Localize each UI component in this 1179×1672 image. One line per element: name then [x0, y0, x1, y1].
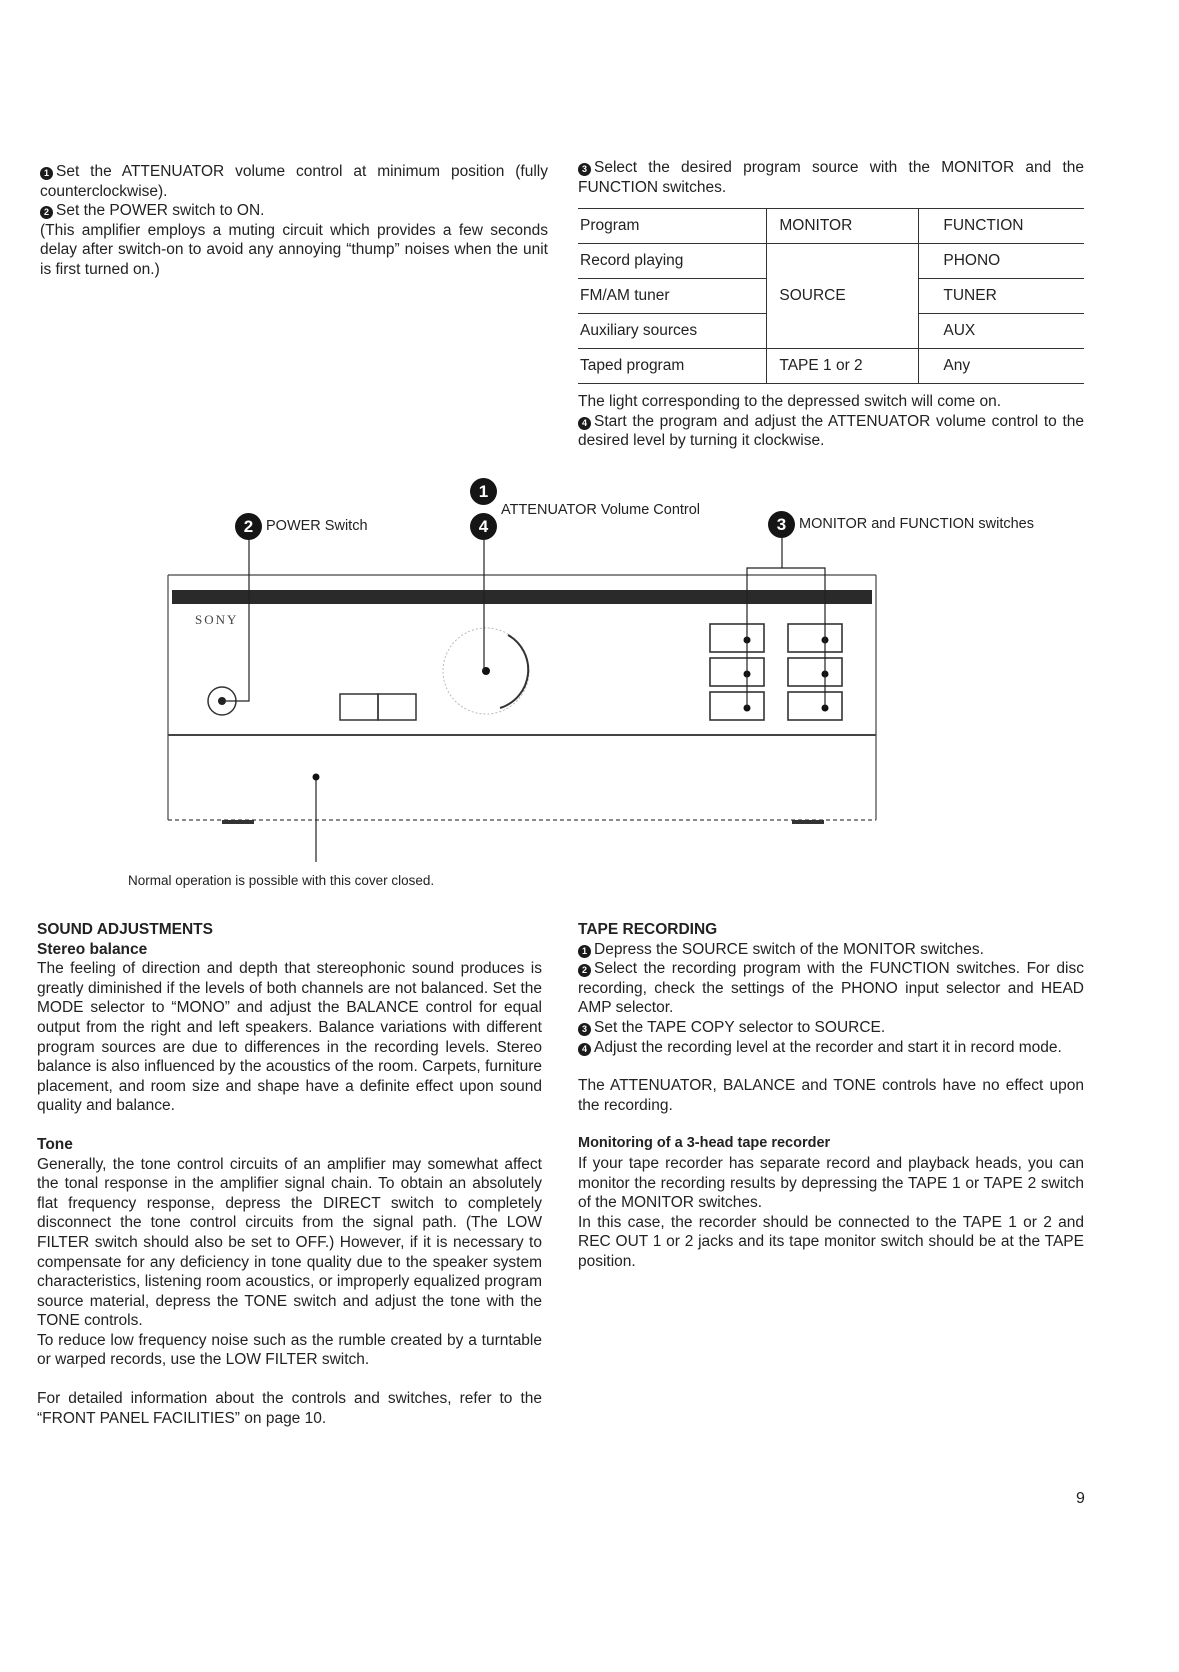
table-cell: FM/AM tuner	[578, 279, 767, 314]
page-number: 9	[1076, 1490, 1085, 1507]
refer-text: For detailed information about the controls and switches, refer to the “FRONT PANEL FACILITIES” on page 10.	[37, 1390, 542, 1427]
cover-pointer-dot	[313, 774, 320, 781]
tone-text: Generally, the tone control circuits of an amplifier may somewhat affect the tonal response in the amplifier signal chain. To obtain an absolutely flat frequency response, depress the DIRECT switch to completely disconnect the tone control circuits from the signal path. (The LOW FILTER switch should also be set to OFF.) However, if it is necessary to compensate for any deficiency in tone quality due to the speaker system characteristics, listening room acoustics, or improperly equalized program source material, depress the TONE switch and adjust the tone with the TONE controls.	[37, 1155, 542, 1330]
no-effect-note: The ATTENUATOR, BALANCE and TONE controls have no effect upon the recording.	[578, 1077, 1084, 1114]
table-cell: TUNER	[919, 279, 1084, 314]
tape-step-3: 3 Set the TAPE COPY selector to SOURCE.	[578, 1018, 1084, 1038]
table-cell: PHONO	[919, 244, 1084, 279]
step-1: 1 Set the ATTENUATOR volume control at minimum position (fully counterclockwise).	[40, 163, 548, 200]
table-cell: Taped program	[578, 349, 767, 384]
step-2: 2 Set the POWER switch to ON.	[40, 201, 548, 221]
step-4: 4 Start the program and adjust the ATTENUATOR volume control to the desired level by turning it clockwise.	[578, 412, 1084, 450]
table-header: FUNCTION	[919, 209, 1084, 244]
stereo-balance-text: The feeling of direction and depth that stereophonic sound produces is greatly diminished if the levels of both channels are not balanced. Set the MODE selector to “MONO” and adjust the BALANCE control for equal output from the right and left speakers. Balance variations with different program sources are due to differences in the recording levels. Stereo balance is also influenced by the acoustics of the room. Carpets, furniture placement, and room size and shape have a definite effect upon sound quality and balance.	[37, 960, 542, 1115]
light-note: The light corresponding to the depressed switch will come on.	[578, 393, 1002, 410]
tape-step-1: 1 Depress the SOURCE switch of the MONITOR switches.	[578, 940, 1084, 960]
table-header: MONITOR	[767, 209, 919, 244]
table-cell: TAPE 1 or 2	[767, 349, 919, 384]
mode-button-right	[378, 694, 416, 720]
table-header: Program	[578, 209, 767, 244]
merged-monitor-cell: SOURCE	[767, 244, 919, 349]
tape-heading: TAPE RECORDING	[578, 921, 718, 938]
tape-recording-section	[578, 920, 1084, 1272]
switch-dots	[744, 637, 829, 712]
cover-note: Normal operation is possible with this cover closed.	[128, 873, 435, 888]
monitor-function-label: MONITOR and FUNCTION switches	[799, 516, 1034, 532]
attenuator-label: ATTENUATOR Volume Control	[501, 502, 701, 518]
sound-adjustments-section	[37, 920, 542, 1428]
display-strip	[172, 590, 872, 604]
monitor-switches	[710, 624, 764, 720]
step-marker: 2	[578, 964, 591, 977]
callout-marker-attenuator-4: 4	[470, 513, 497, 540]
callout-leader-lines	[226, 538, 825, 862]
monitoring-heading: Monitoring of a 3-head tape recorder	[578, 1135, 831, 1152]
sony-brand-logo: SONY	[195, 612, 239, 627]
callout-marker-monitor-function: 3	[768, 511, 795, 538]
table-cell: Any	[919, 349, 1084, 384]
monitoring-text-2: In this case, the recorder should be connected to the TAPE 1 or 2 and REC OUT 1 or 2 jacks and its tape monitor switch should be at the TAPE position.	[578, 1213, 1084, 1270]
mode-button-left	[340, 694, 378, 720]
step-marker: 3	[578, 1023, 591, 1036]
tape-step-4: 4 Adjust the recording level at the recorder and start it in record mode.	[578, 1038, 1084, 1058]
table-cell: Record playing	[578, 244, 767, 279]
function-switches	[788, 624, 842, 720]
tone-heading: Tone	[37, 1135, 73, 1153]
left-foot	[222, 820, 254, 824]
table-cell: AUX	[919, 314, 1084, 349]
step-marker: 4	[578, 417, 591, 430]
right-foot	[792, 820, 824, 824]
tape-step-2: 2 Select the recording program with the FUNCTION switches. For disc recording, check the settings of the PHONO input selector and HEAD AMP selector.	[578, 960, 1084, 1017]
power-switch-label: POWER Switch	[266, 518, 368, 534]
attenuator-knob	[443, 628, 529, 714]
step-3: 3 Select the desired program source with the MONITOR and the FUNCTION switches.	[578, 159, 1084, 196]
monitoring-text-1: If your tape recorder has separate record and playback heads, you can monitor the recording results by depressing the TAPE 1 or TAPE 2 switch of the MONITOR switches.	[578, 1154, 1084, 1212]
step-marker: 3	[578, 163, 591, 176]
muting-note: (This amplifier employs a muting circuit which provides a few seconds delay after switch-on to avoid any annoying “thump” noises when the unit is first turned on.)	[40, 221, 548, 278]
callout-marker-attenuator-1: 1	[470, 478, 497, 505]
amplifier-body	[168, 575, 876, 820]
table-cell: Auxiliary sources	[578, 314, 767, 349]
callout-marker-power: 2	[235, 513, 262, 540]
step-marker: 2	[40, 206, 53, 219]
sound-heading: SOUND ADJUSTMENTS	[37, 921, 213, 938]
step-marker: 4	[578, 1043, 591, 1056]
step-marker: 1	[40, 167, 53, 180]
step-marker: 1	[578, 945, 591, 958]
stereo-balance-heading: Stereo balance	[37, 940, 148, 958]
low-filter-text: To reduce low frequency noise such as the rumble created by a turntable or warped records, use the LOW FILTER switch.	[37, 1331, 542, 1369]
